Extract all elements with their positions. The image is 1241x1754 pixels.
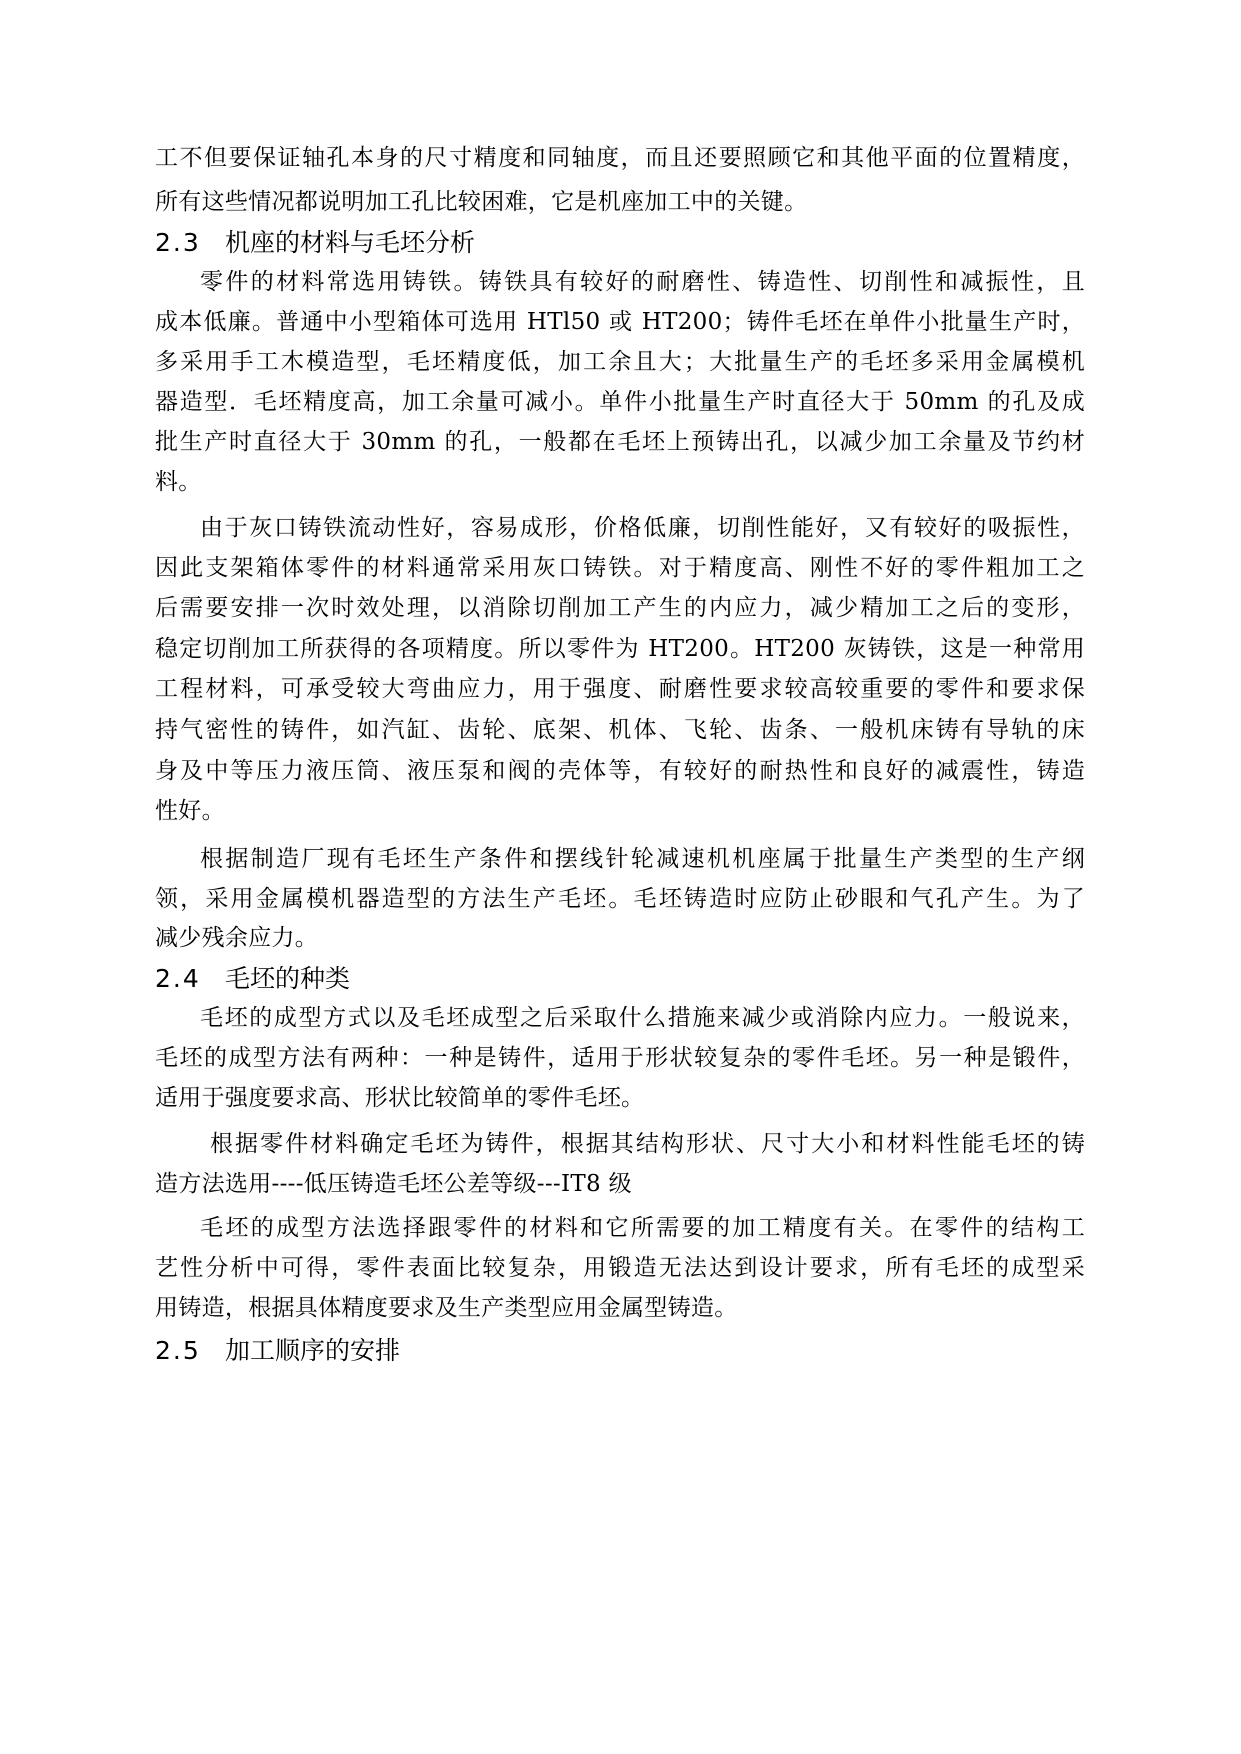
body-text-line: 稳定切削加工所获得的各项精度。所以零件为 HT200。HT200 灰铸铁，这是一种常用 (155, 636, 1085, 662)
body-text-line: 造方法选用----低压铸造毛坯公差等级---IT8 级 (155, 1171, 632, 1197)
body-text-line: 艺性分析中可得，零件表面比较复杂，用锻造无法达到设计要求，所有毛坯的成型采 (155, 1255, 1085, 1281)
section-number: 2.5 (155, 1336, 201, 1365)
section-heading-2-3 (155, 226, 1085, 262)
body-text-line: 毛坯的成型方法选择跟零件的材料和它所需要的加工精度有关。在零件的结构工 (200, 1215, 1085, 1241)
body-text-line: 适用于强度要求高、形状比较简单的零件毛坯。 (155, 1085, 645, 1111)
section-heading-2-4 (155, 962, 1085, 998)
section-title: 毛坯的种类 (225, 964, 351, 993)
body-text-line: 所有这些情况都说明加工孔比较困难，它是机座加工中的关键。 (155, 189, 808, 215)
body-text-line: 性好。 (155, 798, 225, 824)
body-text-line: 持气密性的铸件，如汽缸、齿轮、底架、机体、飞轮、齿条、一般机床铸有导轨的床 (155, 717, 1085, 743)
body-text-line: 因此支架箱体零件的材料通常采用灰口铸铁。对于精度高、刚性不好的零件粗加工之 (155, 555, 1085, 581)
body-text-line: 多采用手工木模造型，毛坯精度低，加工余且大；大批量生产的毛坯多采用金属模机 (155, 349, 1085, 375)
section-title: 加工顺序的安排 (225, 1336, 401, 1365)
section-number: 2.4 (155, 964, 201, 993)
body-text-line: 领，采用金属模机器造型的方法生产毛坯。毛坯铸造时应防止砂眼和气孔产生。为了 (155, 886, 1085, 912)
body-text-line: 工程材料，可承受较大弯曲应力，用于强度、耐磨性要求较高较重要的零件和要求保 (155, 676, 1085, 702)
body-text-line: 批生产时直径大于 30mm 的孔，一般都在毛坯上预铸出孔，以减少加工余量及节约材 (155, 429, 1085, 455)
body-text-line: 零件的材料常选用铸铁。铸铁具有较好的耐磨性、铸造性、切削性和减振性，且 (200, 269, 1085, 295)
body-text-line: 身及中等压力液压筒、液压泵和阀的壳体等，有较好的耐热性和良好的减震性，铸造 (155, 758, 1085, 784)
body-text-line: 后需要安排一次时效处理，以消除切削加工产生的内应力，减少精加工之后的变形， (155, 595, 1085, 621)
body-text-line: 根据零件材料确定毛坯为铸件，根据其结构形状、尺寸大小和材料性能毛坯的铸 (210, 1131, 1085, 1157)
body-text-line: 减少残余应力。 (155, 925, 319, 951)
section-title: 机座的材料与毛坯分析 (225, 228, 476, 257)
body-text-line: 根据制造厂现有毛坯生产条件和摆线针轮减速机机座属于批量生产类型的生产纲 (200, 846, 1085, 872)
body-text-line: 料。 (155, 469, 202, 495)
body-text-line: 成本低廉。普通中小型箱体可选用 HTl50 或 HT200；铸件毛坯在单件小批量生产时， (155, 309, 1085, 335)
section-number: 2.3 (155, 228, 201, 257)
body-text-line: 毛坯的成型方法有两种：一种是铸件，适用于形状较复杂的零件毛坯。另一种是锻件， (155, 1045, 1085, 1071)
body-text-line: 由于灰口铸铁流动性好，容易成形，价格低廉，切削性能好，又有较好的吸振性， (200, 515, 1085, 541)
body-text-line: 毛坯的成型方式以及毛坯成型之后采取什么措施来减少或消除内应力。一般说来， (200, 1005, 1085, 1031)
section-heading-2-5 (155, 1334, 1085, 1370)
body-text-line: 用铸造，根据具体精度要求及生产类型应用金属型铸造。 (155, 1295, 738, 1321)
body-text-line: 工不但要保证轴孔本身的尺寸精度和同轴度，而且还要照顾它和其他平面的位置精度， (155, 145, 1085, 171)
body-text-line: 器造型．毛坯精度高，加工余量可减小。单件小批量生产时直径大于 50mm 的孔及成 (155, 389, 1085, 415)
